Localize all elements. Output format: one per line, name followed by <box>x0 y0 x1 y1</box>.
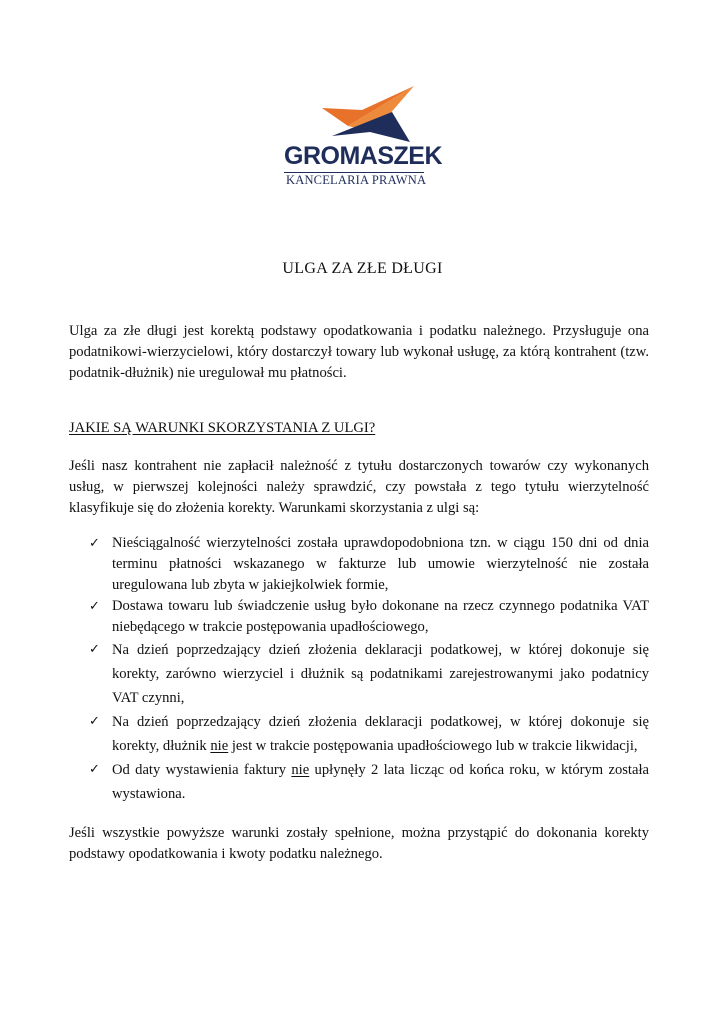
condition-item <box>89 758 649 806</box>
condition-item <box>89 533 649 596</box>
condition-text-end: jest w trakcie postępowania upadłościowego lub w trakcie likwidacji, <box>228 738 638 754</box>
check-icon: ✓ <box>89 762 100 777</box>
condition-item <box>89 596 649 638</box>
condition-item <box>89 638 649 710</box>
company-logo <box>280 86 442 187</box>
conditions-list <box>89 533 649 806</box>
condition-emphasis: nie <box>291 762 310 778</box>
condition-text-end: upłynęły 2 lata licząc od końca roku, w którym została wystawiona. <box>112 762 649 802</box>
check-icon: ✓ <box>89 714 100 729</box>
document-title: ULGA ZA ZŁE DŁUGI <box>282 260 443 277</box>
condition-text-start: Od daty wystawienia faktury <box>112 762 292 778</box>
check-icon: ✓ <box>89 599 100 614</box>
check-icon: ✓ <box>89 536 100 551</box>
condition-text: Na dzień poprzedzający dzień złożenia deklaracji podatkowej, w której dokonuje się korekty, zarówno wierzyciel i dłużnik są podatnikami zarejestrowanymi jako podatnicy VAT czynni, <box>112 642 649 706</box>
condition-text: Dostawa towaru lub świadczenie usług było dokonane na rzecz czynnego podatnika VAT niebędącego w trakcie postępowania upadłościowego, <box>112 598 649 635</box>
intro-paragraph: Ulga za złe długi jest korektą podstawy opodatkowania i podatku należnego. Przysługuje ona podatnikowi-wierzycielowi, który dostarczył towary lub wykonał usługę, za którą kontrahent (tzw. podatnik-dłużnik) nie uregulował mu płatności. <box>69 323 649 381</box>
closing-paragraph: Jeśli wszystkie powyższe warunki zostały spełnione, można przystąpić do dokonania korekty podstawy opodatkowania i kwoty podatku należnego. <box>69 825 649 862</box>
condition-emphasis: nie <box>210 738 229 754</box>
condition-item <box>89 710 649 758</box>
condition-text: Nieściągalność wierzytelności została uprawdopodobniona tzn. w ciągu 150 dni od dnia terminu płatności wskazanego w fakturze lub umowie wierzytelność nie została uregulowana lub zbyta w jakiejkolwiek formie, <box>112 535 649 593</box>
condition-text-start: Na dzień poprzedzający dzień złożenia deklaracji podatkowej, w której dokonuje się korekty, dłużnik <box>112 714 649 754</box>
logo-swoosh-icon <box>322 86 414 144</box>
section-heading: JAKIE SĄ WARUNKI SKORZYSTANIA Z ULGI? <box>69 420 376 436</box>
section-paragraph: Jeśli nasz kontrahent nie zapłacił należność z tytułu dostarczonych towarów czy wykonanych usług, w pierwszej kolejności należy sprawdzić, czy powstała z tego tytułu wierzytelność klasyfikuje się do złożenia korekty. Warunkami skorzystania z ulgi są: <box>69 458 649 516</box>
check-icon: ✓ <box>89 642 100 657</box>
logo-brand-name: GROMASZEK <box>284 142 442 170</box>
logo-subtitle: KANCELARIA PRAWNA <box>286 173 427 187</box>
